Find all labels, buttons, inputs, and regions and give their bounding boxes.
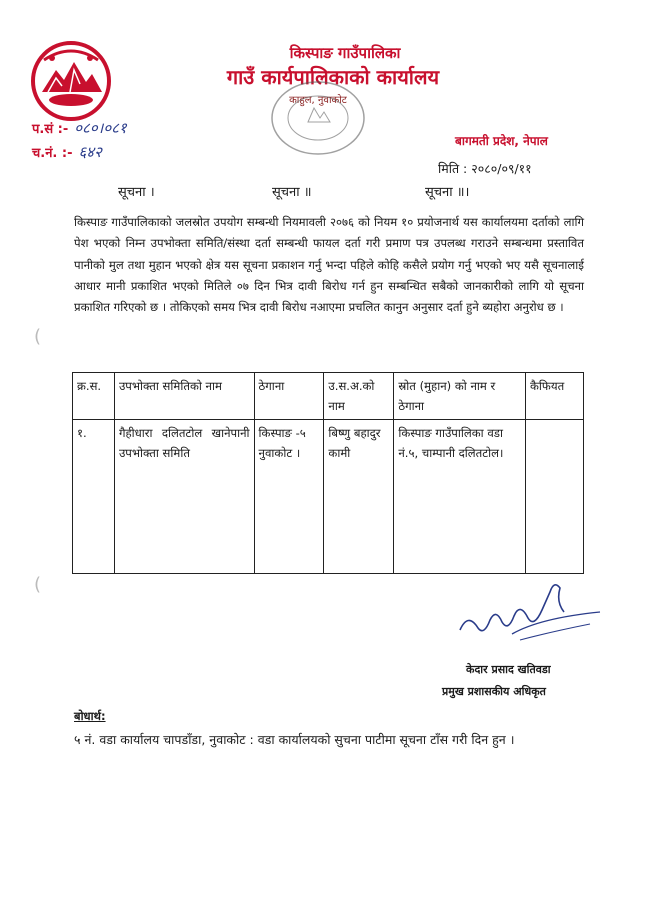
table-cell: किस्पाङ -५ नुवाकोट ।	[254, 420, 324, 574]
table-header-row	[73, 373, 584, 420]
municipality-name: किस्पाङ गाउँपालिका	[289, 44, 401, 62]
cc-text: ५ नं. वडा कार्यालय चापडाँडा, नुवाकोट : वडा कार्यालयको सुचना पाटीमा सूचना टाँस गरी दिन हुन ।	[74, 732, 515, 747]
table-cell	[526, 420, 584, 574]
notice-headings	[0, 182, 662, 202]
handwritten-signature	[450, 572, 610, 642]
signatory-name: केदार प्रसाद खतिवडा	[466, 663, 551, 676]
col-header-remarks: कैफियत	[526, 373, 584, 420]
table-cell: बिष्णु बहादुर कामी	[324, 420, 394, 574]
notice-body: किस्पाङ गाउँपालिकाको जलस्रोत उपयोग सम्बन्धी नियमावली २०७६ को नियम १० प्रयोजनार्थ यस कार्यालयमा दर्ताको लागि पेश भएको निम्न उपभोक्ता समिति/संस्था दर्ता सम्बन्धी फायल दर्ता गरी प्रमाण पत्र उपलब्ध गराउने सम्बन्धमा प्रस्तावित पानीको मुल तथा मुहान भएको क्षेत्र यस सूचना प्रकाशन गर्नु भन्दा पहिले कोहि कसैले प्रयोग गर्नु भएको भए यसै सूचनालाई आधार मानी प्रकाशित भएको मितिले ०७ दिन भित्र दावी बिरोध गर्न हुन सम्बन्धित सबैको जानकारीको लागि यो सूचना प्रकाशित गरिएको छ । तोकिएको समय भित्र दावी बिरोध नआएमा प्रचलित कानुन अनुसार दर्ता हुने ब्यहोरा अनुरोध छ ।	[74, 215, 584, 315]
col-header-chair: उ.स.अ.को नाम	[324, 373, 394, 420]
notice-date: मिति : २०८०/०९/११	[438, 161, 532, 176]
chalani-label: च.नं. :-	[32, 146, 73, 161]
patra-sankhya	[32, 118, 127, 138]
province-address: बागमती प्रदेश, नेपाल	[455, 134, 548, 148]
office-name: गाउँ कार्यपालिकाको कार्यालय	[226, 65, 440, 89]
cc-label: बोधार्थ:	[74, 709, 106, 723]
table-cell: १.	[73, 420, 115, 574]
office-stamp-icon	[268, 78, 368, 158]
notice-heading-1: सूचना ।	[118, 185, 155, 200]
notice-heading-3: सूचना ॥।	[425, 185, 470, 200]
scan-mark: (	[34, 326, 42, 347]
nepal-emblem-icon	[30, 40, 112, 122]
chalani-number	[32, 142, 102, 162]
col-header-sn: क्र.स.	[73, 373, 115, 420]
chalani-value: ६४२	[78, 143, 102, 161]
patra-label: प.सं :-	[32, 122, 69, 137]
scan-mark: (	[34, 574, 42, 595]
committee-table	[72, 372, 584, 574]
col-header-source: स्रोत (मुहान) को नाम र ठेगाना	[394, 373, 526, 420]
table-cell: किस्पाङ गाउँपालिका वडा नं.५, चाम्पानी दलितटोल।	[394, 420, 526, 574]
signatory-title: प्रमुख प्रशासकीय अधिकृत	[442, 685, 546, 698]
office-location: काहुल, नुवाकोट	[289, 95, 347, 106]
table-cell: गैहीधारा दलितटोल खानेपानी उपभोक्ता समिति	[114, 420, 254, 574]
table-row	[73, 420, 584, 574]
patra-value: ०८०।०८१	[74, 119, 127, 137]
notice-heading-2: सूचना ॥	[272, 185, 312, 200]
col-header-address: ठेगाना	[254, 373, 324, 420]
col-header-committee: उपभोक्ता समितिको नाम	[114, 373, 254, 420]
